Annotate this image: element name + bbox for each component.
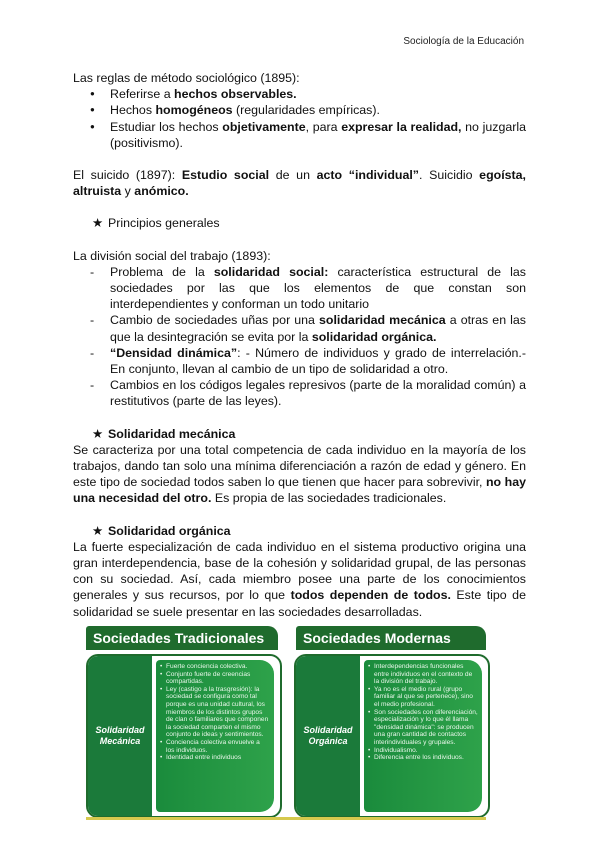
list-item: ● Referirse a hechos observables. bbox=[110, 86, 526, 102]
mecanica-heading: ★ Solidaridad mecánica bbox=[92, 426, 236, 441]
traits-list-mecanica bbox=[156, 660, 274, 812]
tab-sociedades-tradicionales: Sociedades Tradicionales bbox=[86, 626, 278, 650]
list-item: • Individualismo. bbox=[374, 747, 478, 755]
rules-title: Las reglas de método sociológico (1895): bbox=[73, 71, 300, 85]
list-item: • Identidad entre individuos bbox=[166, 754, 270, 762]
panel-tradicionales bbox=[86, 654, 282, 818]
rules-list bbox=[73, 86, 526, 151]
list-item: ● Hechos homogéneos (regularidades empíricas). bbox=[110, 102, 526, 118]
star-icon: ★ bbox=[92, 216, 104, 231]
organica-paragraph: La fuerte especialización de cada individuo en el sistema productivo origina una gran interdependencia, base de la cohesión y solidaridad grupal, de las personas con su sociedad. Así, cada miembro posee una parte de los conocimientos generales y sus recursos, por lo que todos dependen de todos. Este tipo de solidaridad se suele presentar en las sociedades desarrolladas. bbox=[73, 539, 526, 619]
principles-heading: ★ Principios generales bbox=[92, 216, 220, 231]
tab-sociedades-modernas: Sociedades Modernas bbox=[296, 626, 486, 650]
list-item: - Problema de la solidaridad social: característica estructural de las sociedades por las que los elementos de que constan son interdependientes y conforman un todo unitario bbox=[110, 264, 526, 313]
division-title: La división social del trabajo (1893): bbox=[73, 248, 271, 263]
star-icon: ★ bbox=[92, 426, 104, 441]
division-list bbox=[73, 264, 526, 410]
list-item: • Conciencia colectiva envuelve a los individuos. bbox=[166, 739, 270, 754]
organica-heading: ★ Solidaridad orgánica bbox=[92, 523, 231, 538]
traits-list-organica bbox=[364, 660, 482, 812]
list-item: ● Estudiar los hechos objetivamente, para expresar la realidad, no juzgarla (positivismo). bbox=[110, 119, 526, 151]
page-header: Sociología de la Educación bbox=[403, 36, 524, 47]
star-icon: ★ bbox=[92, 523, 104, 538]
list-item: • Ya no es el medio rural (grupo familiar al que se pertenece), sino el medio profesional. bbox=[374, 686, 478, 709]
list-item: • Conjunto fuerte de creencias compartidas. bbox=[166, 671, 270, 686]
list-item: - Cambio de sociedades uñas por una solidaridad mecánica a otras en las que la desintegración se evita por la solidaridad orgánica. bbox=[110, 312, 526, 344]
list-item: • Diferencia entre los individuos. bbox=[374, 754, 478, 762]
list-item: • Ley (castigo a la trasgresión): la sociedad se configura como tal porque es una unidad cultural, los miembros de los distintos grupos de clan o familiares que componen la sociedad comparten el mismo conjunto de ideas y sentimientos. bbox=[166, 686, 270, 739]
mecanica-paragraph: Se caracteriza por una total competencia de cada individuo en la mayoría de los trabajos, dando tan solo una mínima diferenciación a razón de edad y género. En este tipo de sociedad todos saben lo que tienen que hacer para sobrevivir, no hay una necesidad del otro. Es propia de las sociedades tradicionales. bbox=[73, 442, 526, 506]
list-item: • Son sociedades con diferenciación, especialización y lo que él llama "densidad dinámica": se producen una gran cantidad de contactos interindividuales y grupales. bbox=[374, 709, 478, 747]
panel-modernas bbox=[294, 654, 490, 818]
list-item: - “Densidad dinámica”: - Número de individuos y grado de interrelación.- En conjunto, llevan al cambio de un tipo de solidaridad a otro. bbox=[110, 345, 526, 377]
list-item: • Fuerte conciencia colectiva. bbox=[166, 663, 270, 671]
tag-solidaridad-organica: Solidaridad Orgánica bbox=[296, 656, 360, 816]
list-item: • Interdependencias funcionales entre individuos en el contexto de la división del trabajo. bbox=[374, 663, 478, 686]
list-item: - Cambios en los códigos legales represivos (parte de la moralidad común) a restitutivos (parte de las leyes). bbox=[110, 377, 526, 409]
tag-solidaridad-mecanica: Solidaridad Mecánica bbox=[88, 656, 152, 816]
document-body bbox=[73, 70, 526, 620]
solidarity-diagram bbox=[86, 626, 486, 822]
diagram-underline bbox=[86, 817, 486, 820]
suicide-paragraph: El suicido (1897): Estudio social de un acto “individual”. Suicidio egoísta, altruista y anómico. bbox=[73, 168, 526, 199]
